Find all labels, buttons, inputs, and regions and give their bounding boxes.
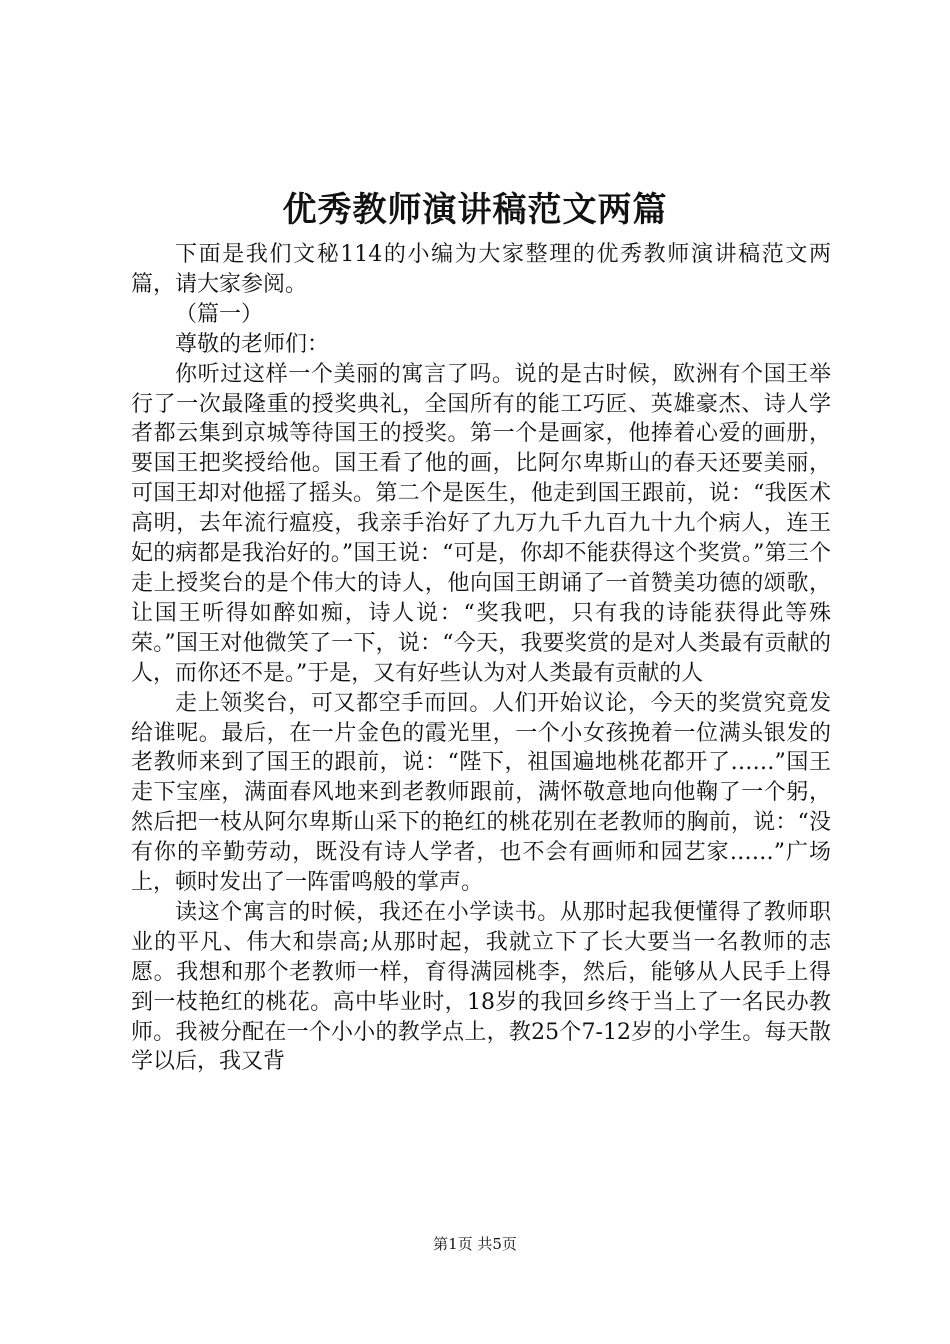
section-heading: （篇一） [175, 301, 264, 327]
intro-paragraph: 下面是我们文秘114的小编为大家整理的优秀教师演讲稿范文两篇，请大家参阅。 [131, 242, 831, 297]
document-body [131, 240, 831, 1077]
body-paragraph: 读这个寓言的时候，我还在小学读书。从那时起我便懂得了教师职业的平凡、伟大和崇高;从那时起，我就立下了长大要当一名教师的志愿。我想和那个老教师一样，育得满园桃李，然后，能够从人民手上得到一枝艳红的桃花。高中毕业时，18岁的我回乡终于当上了一名民办教师。我被分配在一个小小的教学点上，教25个7-12岁的小学生。每天散学以后，我又背 [131, 899, 831, 1075]
body-paragraph: 你听过这样一个美丽的寓言了吗。说的是古时候，欧洲有个国王举行了一次最隆重的授奖典礼，全国所有的能工巧匠、英雄豪杰、诗人学者都云集到京城等待国王的授奖。第一个是画家，他捧着心爱的画册，要国王把奖授给他。国王看了他的画，比阿尔卑斯山的春天还要美丽，可国王却对他摇了摇头。第二个是医生，他走到国王跟前，说：“我医术高明，去年流行瘟疫，我亲手治好了九万九千九百九十九个病人，连王妃的病都是我治好的。”国王说：“可是，你却不能获得这个奖赏。”第三个走上授奖台的是个伟大的诗人，他向国王朗诵了一首赞美功德的颂歌，让国王听得如醉如痴，诗人说：“奖我吧，只有我的诗能获得此等殊荣。”国王对他微笑了一下，说：“今天，我要奖赏的是对人类最有贡献的人，而你还不是。”于是，又有好些认为对人类最有贡献的人 [131, 361, 831, 686]
page-number: 第1页 共5页 [433, 1235, 517, 1253]
body-paragraph: 走上领奖台，可又都空手而回。人们开始议论，今天的奖赏究竟发给谁呢。最后，在一片金色的霞光里，一个小女孩挽着一位满头银发的老教师来到了国王的跟前，说：“陛下，祖国遍地桃花都开了……”国王走下宝座，满面春风地来到老教师跟前，满怀敬意地向他鞠了一个躬，然后把一枝从阿尔卑斯山采下的艳红的桃花别在老教师的胸前，说：“没有你的辛勤劳动，既没有诗人学者，也不会有画师和园艺家……”广场上，顿时发出了一阵雷鸣般的掌声。 [131, 690, 831, 896]
document-title: 优秀教师演讲稿范文两篇 [282, 190, 668, 230]
salutation: 尊敬的老师们： [175, 331, 330, 357]
